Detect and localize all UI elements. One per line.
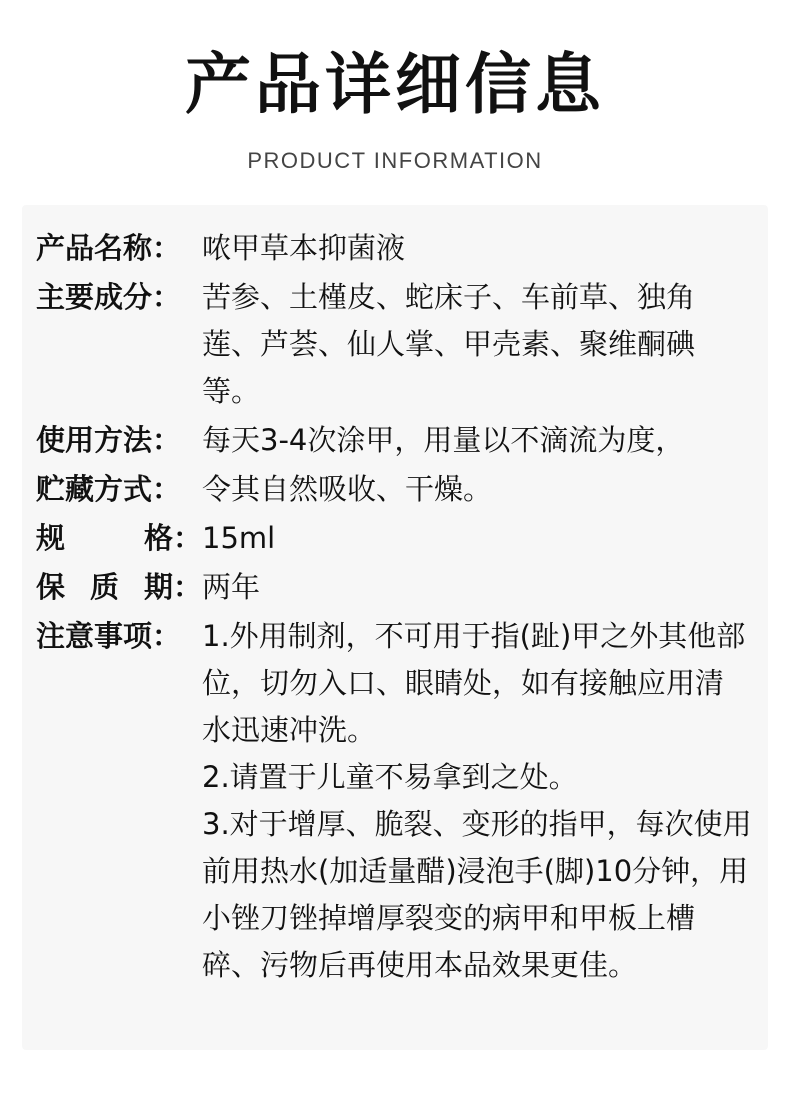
shelf-life-label-b: 质 <box>89 570 119 604</box>
shelf-life-value: 两年 <box>202 570 261 604</box>
usage-label: 使用方法： <box>36 423 182 457</box>
row-shelf-life <box>36 564 766 611</box>
precaution-item-1: 1.外用制剂，不可用于指(趾)甲之外其他部位，切勿入口、眼睛处，如有接触应用清水迅速冲洗。 <box>202 619 746 747</box>
row-spec <box>36 515 766 562</box>
row-ingredients <box>36 274 766 415</box>
precaution-item-3: 3.对于增厚、脆裂、变形的指甲，每次使用前用热水(加适量醋)浸泡手(脚)10分钟，用小锉刀锉掉增厚裂变的病甲和甲板上槽碎、污物后再使用本品效果更佳。 <box>202 807 752 982</box>
spec-label-right: 格： <box>143 521 202 555</box>
row-storage <box>36 466 766 513</box>
spec-label <box>36 515 202 562</box>
precautions-value <box>202 613 752 989</box>
shelf-life-label <box>36 564 202 611</box>
row-product-name <box>36 225 766 272</box>
page-title: 产品详细信息 <box>185 46 605 123</box>
row-usage <box>36 417 766 464</box>
shelf-life-label-a: 保 <box>36 570 66 604</box>
storage-value: 令其自然吸收、干燥。 <box>202 472 493 506</box>
shelf-life-label-c: 期： <box>143 570 202 604</box>
product-name-value: 哝甲草本抑菌液 <box>202 231 406 265</box>
usage-value: 每天3-4次涂甲，用量以不滴流为度， <box>202 423 685 457</box>
product-info-list <box>36 225 766 991</box>
spec-label-left: 规 <box>36 521 66 555</box>
spec-value: 15ml <box>202 521 276 555</box>
ingredients-value: 苦参、土槿皮、蛇床子、车前草、独角莲、芦荟、仙人掌、甲壳素、聚维酮碘等。 <box>202 280 696 408</box>
page-subtitle: PRODUCT INFORMATION <box>247 148 543 173</box>
storage-label: 贮藏方式： <box>36 472 182 506</box>
row-precautions <box>36 613 766 989</box>
precaution-item-2: 2.请置于儿童不易拿到之处。 <box>202 760 578 794</box>
precautions-label: 注意事项： <box>36 619 182 653</box>
page-header <box>0 40 790 174</box>
ingredients-label: 主要成分： <box>36 280 182 314</box>
product-name-label: 产品名称： <box>36 231 182 265</box>
